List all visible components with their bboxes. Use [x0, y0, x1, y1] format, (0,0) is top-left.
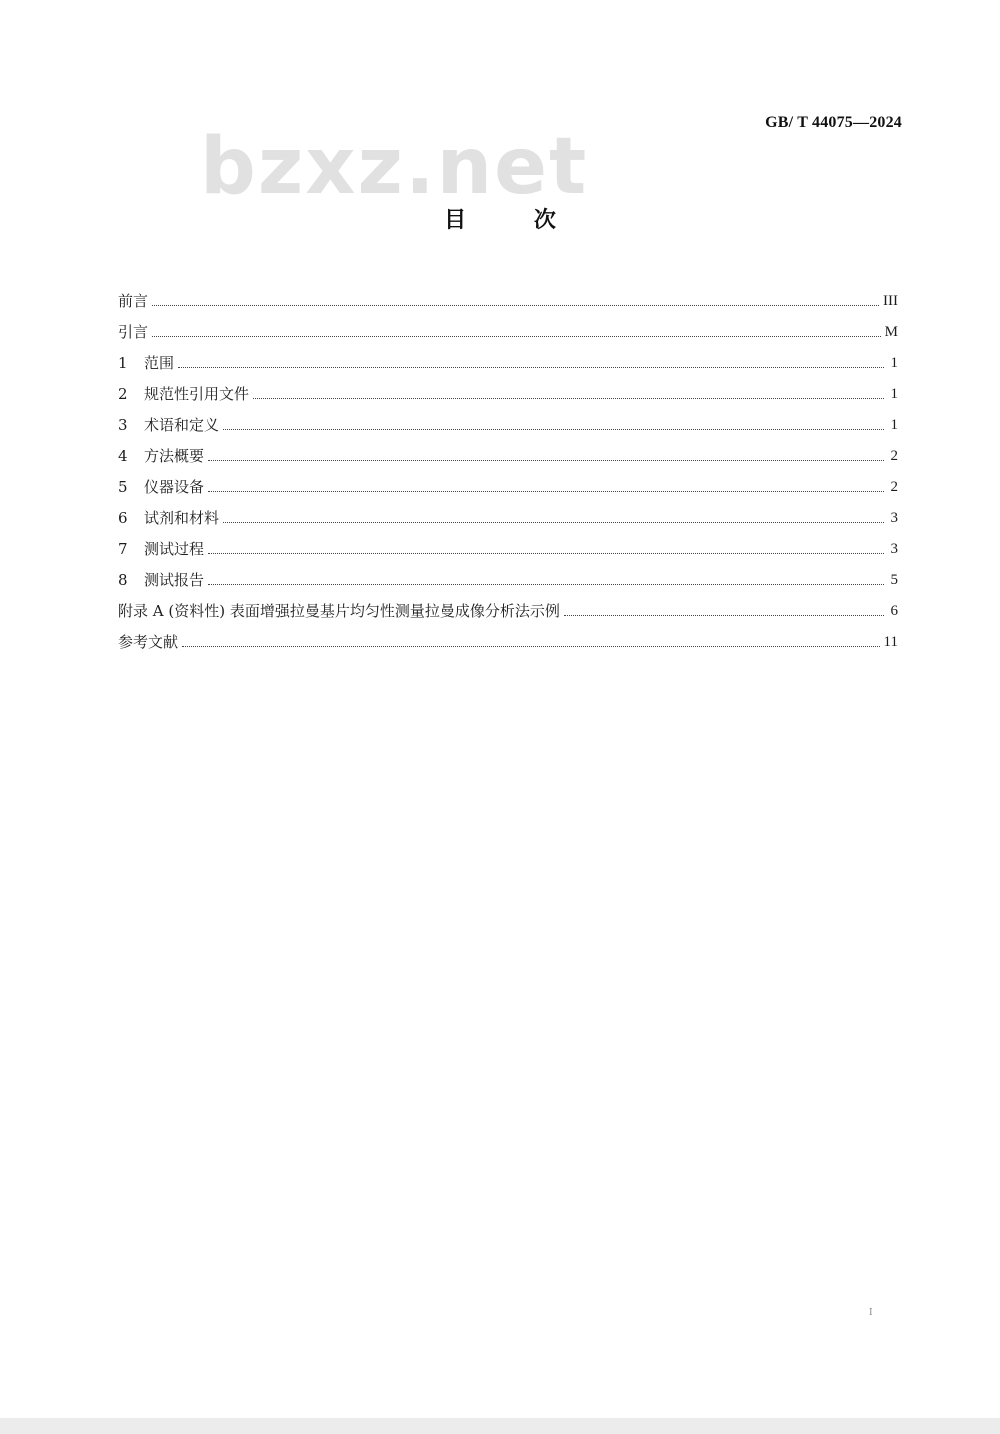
toc-entry-number: 5	[118, 478, 128, 496]
toc-entry-label: 附录 A (资料性) 表面增强拉曼基片均匀性测量拉曼成像分析法示例	[118, 602, 560, 620]
toc-dot-leader	[208, 552, 884, 554]
toc-entry[interactable]	[118, 313, 898, 344]
toc-entry-page: 1	[890, 355, 898, 371]
watermark-text: bzxz.net	[200, 122, 589, 212]
toc-entry[interactable]	[118, 344, 898, 375]
toc-entry-page: 5	[890, 572, 898, 588]
toc-entry-label: 测试过程	[144, 540, 205, 558]
table-of-contents	[118, 282, 898, 654]
toc-entry-page: 1	[890, 386, 898, 402]
toc-entry-number: 1	[118, 354, 128, 372]
toc-entry-page: 11	[883, 634, 898, 650]
toc-dot-leader	[152, 335, 881, 337]
toc-entry-label: 引言	[118, 323, 149, 341]
toc-entry-label: 参考文献	[118, 633, 179, 651]
toc-entry-page: 2	[890, 479, 898, 495]
toc-entry[interactable]	[118, 561, 898, 592]
standard-code: GB/ T 44075—2024	[765, 114, 902, 131]
toc-entry-number: 3	[118, 416, 128, 434]
viewer-bottom-band	[0, 1418, 1000, 1434]
toc-entry[interactable]	[118, 375, 898, 406]
toc-dot-leader	[178, 366, 884, 368]
toc-dot-leader	[208, 459, 884, 461]
toc-dot-leader	[564, 614, 884, 616]
toc-entry-label: 仪器设备	[144, 478, 205, 496]
toc-dot-leader	[208, 490, 884, 492]
toc-dot-leader	[152, 304, 879, 306]
toc-entry[interactable]	[118, 530, 898, 561]
toc-entry-number: 4	[118, 447, 128, 465]
toc-entry-page: 3	[890, 541, 898, 557]
page-number: I	[869, 1308, 873, 1318]
toc-entry-label: 试剂和材料	[144, 509, 220, 527]
toc-entry-label: 前言	[118, 292, 149, 310]
toc-entry-label: 测试报告	[144, 571, 205, 589]
toc-entry-number: 2	[118, 385, 128, 403]
toc-dot-leader	[223, 428, 884, 430]
toc-entry-label: 方法概要	[144, 447, 205, 465]
toc-entry-page: III	[883, 293, 898, 309]
toc-dot-leader	[253, 397, 884, 399]
toc-entry-page: M	[884, 324, 898, 340]
toc-entry-label: 术语和定义	[144, 416, 220, 434]
toc-entry-number: 8	[118, 571, 128, 589]
toc-entry-label: 规范性引用文件	[144, 385, 250, 403]
toc-entry-page: 1	[890, 417, 898, 433]
toc-entry-page: 6	[890, 603, 898, 619]
toc-entry[interactable]	[118, 623, 898, 654]
toc-title: 目 次	[444, 207, 586, 233]
toc-entry-label: 范围	[144, 354, 175, 372]
toc-entry[interactable]	[118, 592, 898, 623]
toc-entry[interactable]	[118, 499, 898, 530]
toc-entry-page: 2	[890, 448, 898, 464]
toc-entry[interactable]	[118, 437, 898, 468]
toc-entry[interactable]	[118, 406, 898, 437]
toc-dot-leader	[223, 521, 884, 523]
toc-entry[interactable]	[118, 468, 898, 499]
toc-entry-page: 3	[890, 510, 898, 526]
toc-entry[interactable]	[118, 282, 898, 313]
toc-entry-number: 6	[118, 509, 128, 527]
toc-dot-leader	[182, 645, 880, 647]
toc-dot-leader	[208, 583, 884, 585]
toc-entry-number: 7	[118, 540, 128, 558]
